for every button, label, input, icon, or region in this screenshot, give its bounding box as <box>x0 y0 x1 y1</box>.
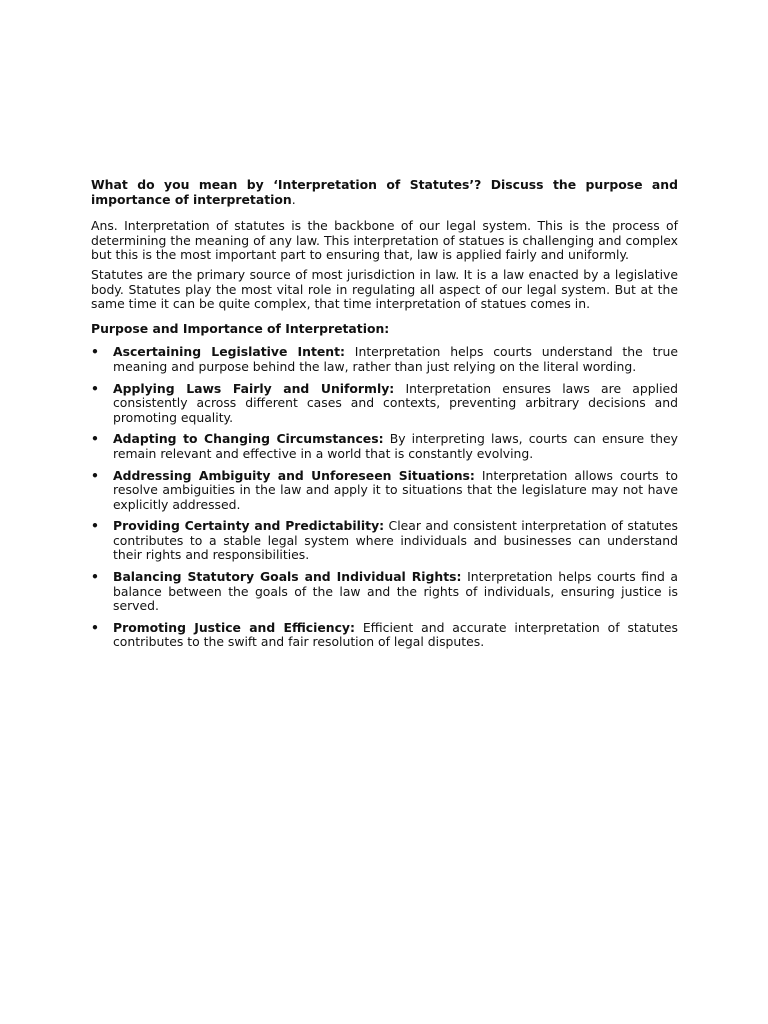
list-item <box>91 570 678 614</box>
list-item-term: Ascertaining Legislative Intent: <box>113 344 345 360</box>
answer-paragraph-2: Statutes are the primary source of most jurisdiction in law. It is a law enacted by a legislative body. Statutes play the most vital role in regulating all aspect of our legal system. But at the same time it can be quite complex, that time interpretation of statues comes in. <box>91 266 678 312</box>
list-item <box>91 345 678 374</box>
list-item-term: Applying Laws Fairly and Uniformly: <box>113 380 395 396</box>
list-item-text: Interpretation ensures laws are applied consistently across different cases and contexts, preventing arbitrary decisions and promoting equality. <box>113 380 678 425</box>
list-item-term: Balancing Statutory Goals and Individual Rights: <box>113 569 462 585</box>
section-heading: Purpose and Importance of Interpretation: <box>91 320 390 336</box>
bullet-icon: • <box>91 431 99 447</box>
list-item-text: Clear and consistent interpretation of statutes contributes to a stable legal system where individuals and businesses can understand their rights and responsibilities. <box>113 518 678 563</box>
bullet-icon: • <box>91 518 99 534</box>
list-item-text: Efficient and accurate interpretation of statutes contributes to the swift and fair resolution of legal disputes. <box>113 619 679 650</box>
purpose-list <box>91 345 678 650</box>
list-item-term: Addressing Ambiguity and Unforeseen Situations: <box>113 467 475 483</box>
list-item-term: Providing Certainty and Predictability: <box>113 518 385 534</box>
bullet-icon: • <box>91 467 99 483</box>
bullet-icon: • <box>91 569 99 585</box>
question-text: What do you mean by ‘Interpretation of Statutes’? Discuss the purpose and importance of interpretation <box>91 177 678 207</box>
bullet-icon: • <box>91 344 99 360</box>
list-item <box>91 382 678 426</box>
list-item-text: Interpretation helps courts understand the true meaning and purpose behind the law, rather than just relying on the literal wording. <box>113 344 679 374</box>
list-item-text: Interpretation helps courts find a balance between the goals of the law and the rights of individuals, ensuring justice is served. <box>113 569 678 614</box>
document-page <box>91 178 678 657</box>
answer-paragraph-1: Ans. Interpretation of statutes is the backbone of our legal system. This is the process of determining the meaning of any law. This interpretation of statues is challenging and complex but this is the most important part to ensuring that, law is applied fairly and uniformly. <box>91 218 678 263</box>
bullet-icon: • <box>91 380 99 396</box>
list-item <box>91 621 678 650</box>
list-item-term: Adapting to Changing Circumstances: <box>113 431 384 447</box>
list-item-term: Promoting Justice and Efficiency: <box>113 619 355 635</box>
list-item-text: By interpreting laws, courts can ensure they remain relevant and effective in a world that is constantly evolving. <box>113 431 678 461</box>
question-period: . <box>291 191 296 207</box>
list-item <box>91 432 678 461</box>
question-heading <box>91 178 678 207</box>
list-item <box>91 469 678 513</box>
list-item-text: Interpretation allows courts to resolve ambiguities in the law and apply it to situations that the legislature may not have explicitly addressed. <box>113 467 679 512</box>
list-item <box>91 519 678 563</box>
bullet-icon: • <box>91 619 99 635</box>
